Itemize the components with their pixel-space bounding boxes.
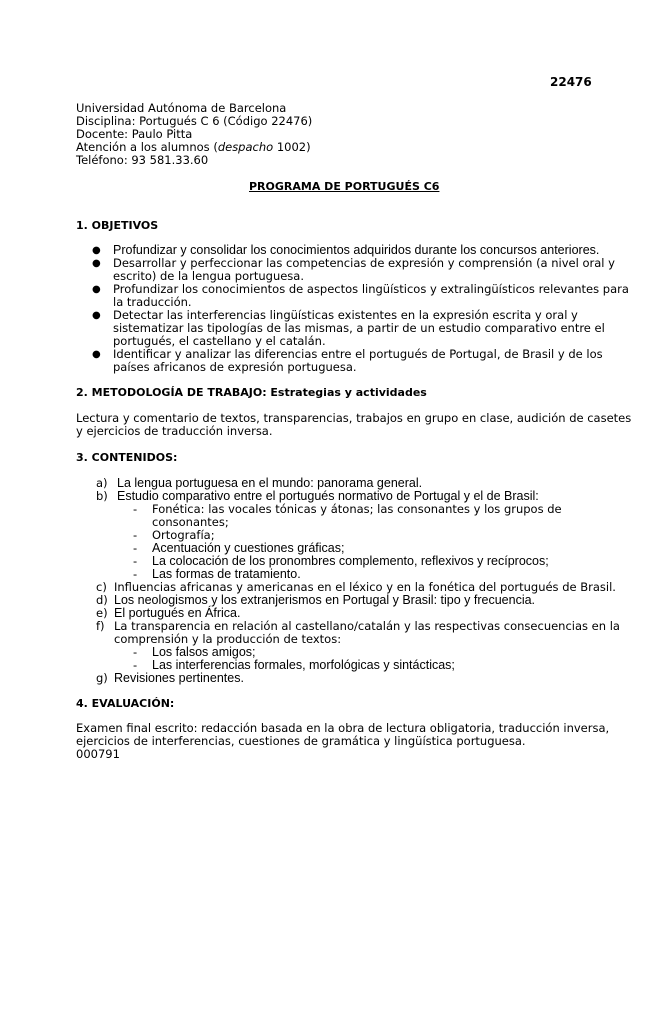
list-item-continuation: sistematizar las tipologías de las mismas, a partir de un estudio comparativo entre el [113, 321, 605, 335]
sub-item: Los falsos amigos; [152, 645, 256, 659]
sub-item-continuation: consonantes; [152, 515, 229, 529]
office-hours: Atención a los alumnos (despacho 1002) [76, 140, 311, 154]
dash-icon: - [133, 567, 138, 581]
list-item: Desarrollar y perfeccionar las competencias de expresión y comprensión (a nivel oral y [113, 256, 615, 270]
bullet-icon: ● [92, 284, 101, 295]
list-item: Detectar las interferencias lingüísticas existentes en la expresión escrita y oral y [113, 308, 578, 322]
dash-icon: - [133, 645, 138, 659]
dash-icon: - [133, 502, 138, 516]
item-label: f) [96, 619, 105, 633]
item-label: d) [96, 593, 108, 607]
sub-item: La colocación de los pronombres complemento, reflexivos y recíprocos; [152, 554, 549, 568]
sub-item: Ortografía; [152, 528, 215, 542]
evaluation-text: Examen final escrito: redacción basada en la obra de lectura obligatoria, traducción inversa, [76, 721, 610, 735]
sub-item: Las formas de tratamiento. [152, 567, 301, 581]
list-item: Profundizar y consolidar los conocimientos adquiridos durante los concursos anteriores. [113, 243, 600, 257]
dash-icon: - [133, 528, 138, 542]
sub-item: Las interferencias formales, morfológicas y sintácticas; [152, 658, 455, 672]
list-item-continuation: países africanos de expresión portuguesa. [113, 360, 357, 374]
contents-item-a: La lengua portuguesa en el mundo: panorama general. [117, 476, 423, 490]
sub-item: Fonética: las vocales tónicas y átonas; las consonantes y los grupos de [152, 502, 562, 516]
footer-code: 000791 [76, 747, 120, 761]
item-label: e) [96, 606, 108, 620]
item-label: c) [96, 580, 107, 594]
section-2-heading: 2. METODOLOGÍA DE TRABAJO: Estrategias y actividades [76, 386, 427, 399]
contents-item-g: Revisiones pertinentes. [114, 671, 244, 685]
bullet-icon: ● [92, 258, 101, 269]
list-item: Profundizar los conocimientos de aspectos lingüísticos y extralingüísticos relevantes para [113, 282, 629, 296]
methodology-text-continuation: y ejercicios de traducción inversa. [76, 424, 273, 438]
teacher: Docente: Paulo Pitta [76, 127, 193, 141]
contents-item-e: El portugués en África. [114, 606, 241, 620]
item-label: a) [96, 476, 108, 490]
phone: Teléfono: 93 581.33.60 [76, 153, 209, 167]
methodology-text: Lectura y comentario de textos, transparencias, trabajos en grupo en clase, audición de casetes [76, 411, 632, 425]
bullet-icon: ● [92, 245, 101, 256]
contents-item-f: La transparencia en relación al castellano/catalán y las respectivas consecuencias en la [114, 619, 620, 633]
contents-item-d: Los neologismos y los extranjerismos en Portugal y Brasil: tipo y frecuencia. [114, 593, 536, 607]
document-code: 22476 [550, 75, 592, 89]
discipline: Disciplina: Portugués C 6 (Código 22476) [76, 114, 313, 128]
contents-item-b: Estudio comparativo entre el portugués normativo de Portugal y el de Brasil: [117, 489, 539, 503]
list-item-continuation: escrito) de la lengua portuguesa. [113, 269, 304, 283]
evaluation-text-continuation: ejercicios de interferencias, cuestiones de gramática y lingüística portuguesa. [76, 734, 526, 748]
bullet-icon: ● [92, 310, 101, 321]
university-name: Universidad Autónoma de Barcelona [76, 101, 287, 115]
section-3-heading: 3. CONTENIDOS: [76, 451, 178, 464]
dash-icon: - [133, 658, 138, 672]
contents-item-c: Influencias africanas y americanas en el léxico y en la fonética del portugués de Brasil. [114, 580, 616, 594]
contents-item-f-continuation: comprensión y la producción de textos: [114, 632, 342, 646]
sub-item: Acentuación y cuestiones gráficas; [152, 541, 345, 555]
list-item-continuation: la traducción. [113, 295, 192, 309]
item-label: b) [96, 489, 108, 503]
section-4-heading: 4. EVALUACIÓN: [76, 697, 175, 710]
section-1-heading: 1. OBJETIVOS [76, 219, 159, 232]
page-title: PROGRAMA DE PORTUGUÉS C6 [249, 180, 440, 193]
list-item: Identificar y analizar las diferencias entre el portugués de Portugal, de Brasil y de los [113, 347, 603, 361]
item-label: g) [96, 671, 108, 685]
dash-icon: - [133, 554, 138, 568]
dash-icon: - [133, 541, 138, 555]
list-item-continuation: portugués, el castellano y el catalán. [113, 334, 326, 348]
bullet-icon: ● [92, 349, 101, 360]
